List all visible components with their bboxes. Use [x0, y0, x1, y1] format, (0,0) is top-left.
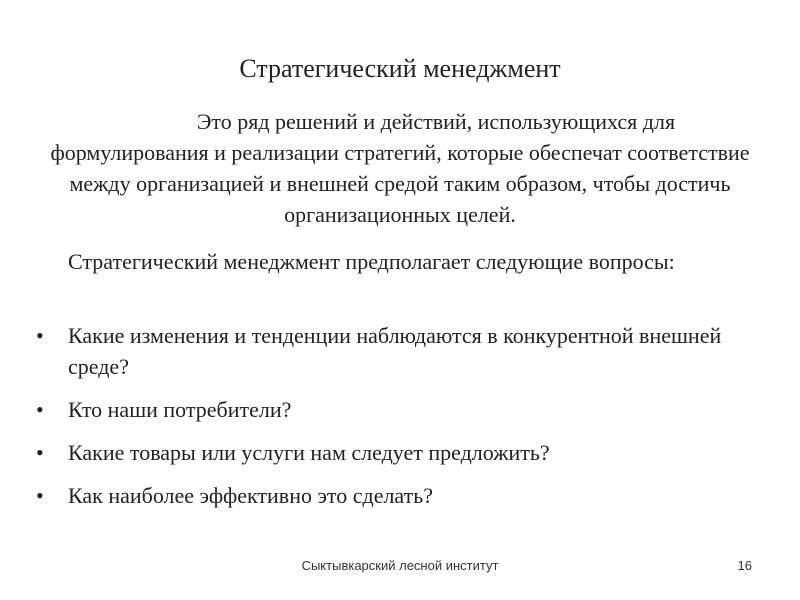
list-item: [34, 437, 774, 468]
question-text: Какие товары или услуги нам следует предложить?: [68, 440, 550, 465]
bullet-icon: •: [36, 323, 44, 348]
footer-institution: Сыктывкарский лесной институт: [301, 558, 499, 573]
bullet-icon: •: [36, 483, 44, 508]
definition-text: Это ряд решений и действий, использующихся для формулирования и реализации стратегий, которые обеспечат соответствие между организацией и внешней средой таким образом, чтобы достичь организационных целей.: [50, 109, 750, 227]
bullet-icon: •: [36, 397, 44, 422]
question-text: Какие изменения и тенденции наблюдаются в конкурентной внешней среде?: [68, 323, 722, 379]
list-item: [34, 394, 774, 425]
page-number: 16: [737, 558, 752, 573]
slide-title: Стратегический менеджмент: [239, 54, 561, 83]
lead-paragraph: Стратегический менеджмент предполагает следующие вопросы:: [68, 249, 675, 274]
list-item: [34, 320, 774, 382]
question-text: Как наиболее эффективно это сделать?: [68, 483, 434, 508]
questions-list: [34, 320, 774, 523]
question-text: Кто наши потребители?: [68, 397, 292, 422]
list-item: [34, 480, 774, 511]
bullet-icon: •: [36, 440, 44, 465]
definition-paragraph: [50, 106, 750, 230]
